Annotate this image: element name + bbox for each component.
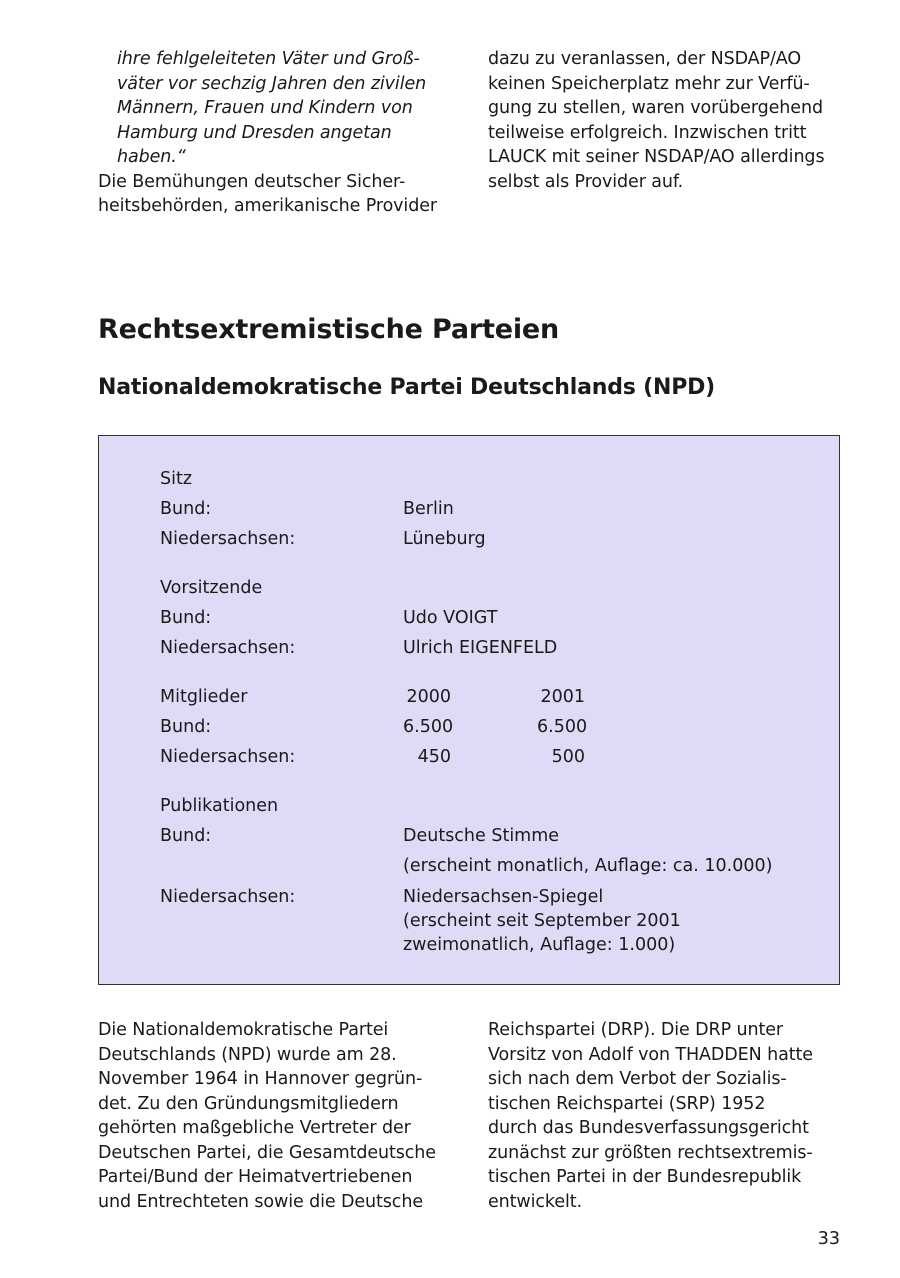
publikationen-bund-value: Deutsche Stimme xyxy=(403,826,560,846)
text-line: Die Bemühungen deutscher Sicher- xyxy=(98,171,406,192)
text-line: keinen Speicherplatz mehr zur Verfü- xyxy=(488,73,810,94)
mitglieder-nds-2000: 450 xyxy=(417,747,451,767)
publikationen-nds-label: Niedersachsen: xyxy=(160,887,296,907)
text-line: November 1964 in Hannover gegrün- xyxy=(98,1069,423,1089)
mitglieder-nds-2001: 500 xyxy=(551,747,585,767)
mitglieder-year-2000: 2000 xyxy=(406,687,451,707)
party-info-box xyxy=(98,435,840,985)
top-left-column xyxy=(98,47,458,219)
text-line: Reichspartei (DRP). Die DRP unter xyxy=(488,1020,784,1040)
publikationen-nds-note: zweimonatlich, Auflage: 1.000) xyxy=(403,935,676,955)
vorsitzende-bund-value: Udo VOIGT xyxy=(403,608,498,628)
publikationen-title: Publikationen xyxy=(160,796,279,816)
sitz-title: Sitz xyxy=(160,469,193,489)
text-line: Partei/Bund der Heimatvertriebenen xyxy=(98,1167,413,1187)
text-line: Vorsitz von Adolf von THADDEN hatte xyxy=(488,1044,813,1065)
publikationen-nds-note: (erscheint seit September 2001 xyxy=(403,911,681,931)
text-line: selbst als Provider auf. xyxy=(488,171,684,192)
text-line: heitsbehörden, amerikanische Provider xyxy=(98,196,437,216)
bottom-right-column xyxy=(488,1018,848,1214)
text-line: dazu zu veranlassen, der NSDAP/AO xyxy=(488,49,802,69)
vorsitzende-title: Vorsitzende xyxy=(160,578,263,598)
text-line: tischen Reichspartei (SRP) 1952 xyxy=(488,1093,766,1114)
quote-line: väter vor sechzig Jahren den zivilen xyxy=(117,73,427,94)
mitglieder-year-2001: 2001 xyxy=(540,687,585,707)
text-line: tischen Partei in der Bundesrepublik xyxy=(488,1167,802,1187)
text-line: zunächst zur größten rechtsextremis- xyxy=(488,1142,813,1163)
sitz-bund-value: Berlin xyxy=(403,499,454,519)
text-line: Die Nationaldemokratische Partei xyxy=(98,1020,389,1040)
text-line: gehörten maßgebliche Vertreter der xyxy=(98,1118,411,1138)
text-line: sich nach dem Verbot der Sozialis- xyxy=(488,1069,787,1089)
text-line: LAUCK mit seiner NSDAP/AO allerdings xyxy=(488,147,825,167)
mitglieder-bund-2001: 6.500 xyxy=(537,717,588,737)
text-line: teilweise erfolgreich. Inzwischen tritt xyxy=(488,122,807,143)
sitz-bund-label: Bund: xyxy=(160,499,212,519)
section-heading: Rechtsextremistische Parteien xyxy=(98,314,560,345)
vorsitzende-bund-label: Bund: xyxy=(160,608,212,628)
text-line: und Entrechteten sowie die Deutsche xyxy=(98,1191,423,1212)
mitglieder-title: Mitglieder xyxy=(160,687,248,707)
publikationen-bund-note: (erscheint monatlich, Auflage: ca. 10.000) xyxy=(403,856,773,876)
quote-line: Hamburg und Dresden angetan xyxy=(117,122,392,143)
page-number: 33 xyxy=(817,1229,840,1249)
text-line: Deutschen Partei, die Gesamtdeutsche xyxy=(98,1142,436,1163)
mitglieder-nds-label: Niedersachsen: xyxy=(160,747,296,767)
sitz-nds-value: Lüneburg xyxy=(403,529,486,549)
party-heading: Nationaldemokratische Partei Deutschlands (NPD) xyxy=(98,375,716,400)
mitglieder-bund-label: Bund: xyxy=(160,717,212,737)
text-line: Deutschlands (NPD) wurde am 28. xyxy=(98,1044,397,1065)
quote-line: Männern, Frauen und Kindern von xyxy=(117,98,413,118)
text-line: det. Zu den Gründungsmitgliedern xyxy=(98,1093,399,1114)
mitglieder-bund-2000: 6.500 xyxy=(403,717,454,737)
vorsitzende-nds-value: Ulrich EIGENFELD xyxy=(403,638,558,658)
text-line: entwickelt. xyxy=(488,1191,582,1212)
sitz-nds-label: Niedersachsen: xyxy=(160,529,296,549)
text-line: gung zu stellen, waren vorübergehend xyxy=(488,98,823,118)
bottom-left-column xyxy=(98,1018,458,1214)
publikationen-bund-label: Bund: xyxy=(160,826,212,846)
publikationen-nds-value: Niedersachsen-Spiegel xyxy=(403,887,604,907)
top-right-column xyxy=(488,47,848,194)
quote-line: haben.“ xyxy=(117,147,186,167)
quote-line: ihre fehlgeleiteten Väter und Groß- xyxy=(117,49,420,69)
text-line: durch das Bundesverfassungsgericht xyxy=(488,1118,809,1138)
vorsitzende-nds-label: Niedersachsen: xyxy=(160,638,296,658)
